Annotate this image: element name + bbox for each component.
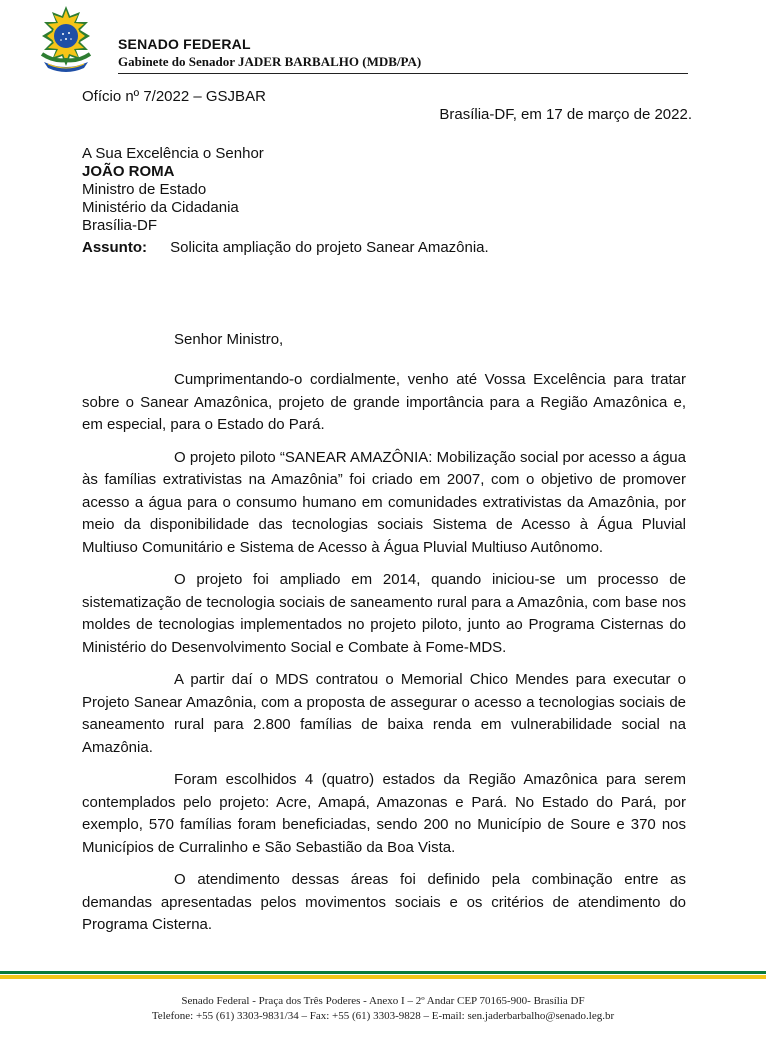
letter-reference: Ofício nº 7/2022 – GSJBAR [82,88,266,105]
letterhead [0,0,766,80]
org-name: SENADO FEDERAL [118,36,251,52]
recipient-line-5: Brasília-DF [82,217,158,234]
footer-contact: Telefone: +55 (61) 3303-9831/34 – Fax: +55 (61) 3303-9828 – E-mail: sen.jaderbarbalho@senado.leg.br [151,1010,615,1022]
footer-stripe-yellow [0,975,766,979]
body-paragraph: A partir daí o MDS contratou o Memorial Chico Mendes para executar o Projeto Sanear Amazônia, com a proposta de assegurar o acesso a tecnologias sociais de saneamento rural para 2.800 famílias de baixa renda em vulnerabilidade social na Amazônia. [82,671,686,756]
recipient-line-4: Ministério da Cidadania [82,199,239,216]
recipient-line-1: A Sua Excelência o Senhor [82,145,264,162]
body-paragraph: Cumprimentando-o cordialmente, venho até Vossa Excelência para tratar sobre o Sanear Amazônica, projeto de grande importância para a Região Amazônica e, em especial, para o Estado do Pará. [82,371,686,433]
recipient-line-3: Ministro de Estado [82,181,207,198]
body-paragraph: Foram escolhidos 4 (quatro) estados da Região Amazônica para serem contemplados pelo projeto: Acre, Amapá, Amazonas e Pará. No Estado do Pará, por exemplo, 570 famílias foram beneficiadas, sendo 200 no Município de Soure e 370 nos Municípios de Curralinho e São Sebastião da Boa Vista. [82,771,686,856]
letter-body [82,369,686,947]
subject-line [82,239,489,256]
header-divider [118,73,688,74]
org-subtitle: Gabinete do Senador JADER BARBALHO (MDB/PA) [118,54,422,69]
coat-of-arms-icon [34,4,98,72]
body-paragraph: O projeto piloto “SANEAR AMAZÔNIA: Mobilização social por acesso a água às famílias extrativistas na Amazônia” foi criado em 2007, com o objetivo de promover acesso a água para o consumo humano em comunidades extrativistas da Amazônia, por meio da disponibilidade das tecnologias sociais Sistema de Acesso à Água Pluvial Multiuso Comunitário e Sistema de Acesso à Água Pluvial Multiuso Autônomo. [82,448,686,556]
footer [0,994,766,1024]
salutation: Senhor Ministro, [174,331,284,348]
letter-date: Brasília-DF, em 17 de março de 2022. [439,106,692,123]
recipient-name: JOÃO ROMA [82,163,175,180]
footer-stripe-green [0,971,766,974]
body-paragraph: O projeto foi ampliado em 2014, quando iniciou-se um processo de sistematização de tecnologia sociais de saneamento rural para a Amazônia, com base nos moldes de tecnologias implementados no projeto piloto, junto ao Programa Cisternas do Ministério do Desenvolvimento Social e Combate à Fome-MDS. [82,571,686,656]
subject-label: Assunto: [82,239,147,256]
body-paragraph: O atendimento dessas áreas foi definido pela combinação entre as demandas apresentadas pelos movimentos sociais e os critérios de atendimento do Programa Cisterna. [82,871,686,933]
subject-text: Solicita ampliação do projeto Sanear Amazônia. [170,239,489,256]
footer-address: Senado Federal - Praça dos Três Poderes - Anexo I – 2º Andar CEP 70165-900- Brasília DF [181,995,585,1007]
recipient-block [82,145,264,235]
